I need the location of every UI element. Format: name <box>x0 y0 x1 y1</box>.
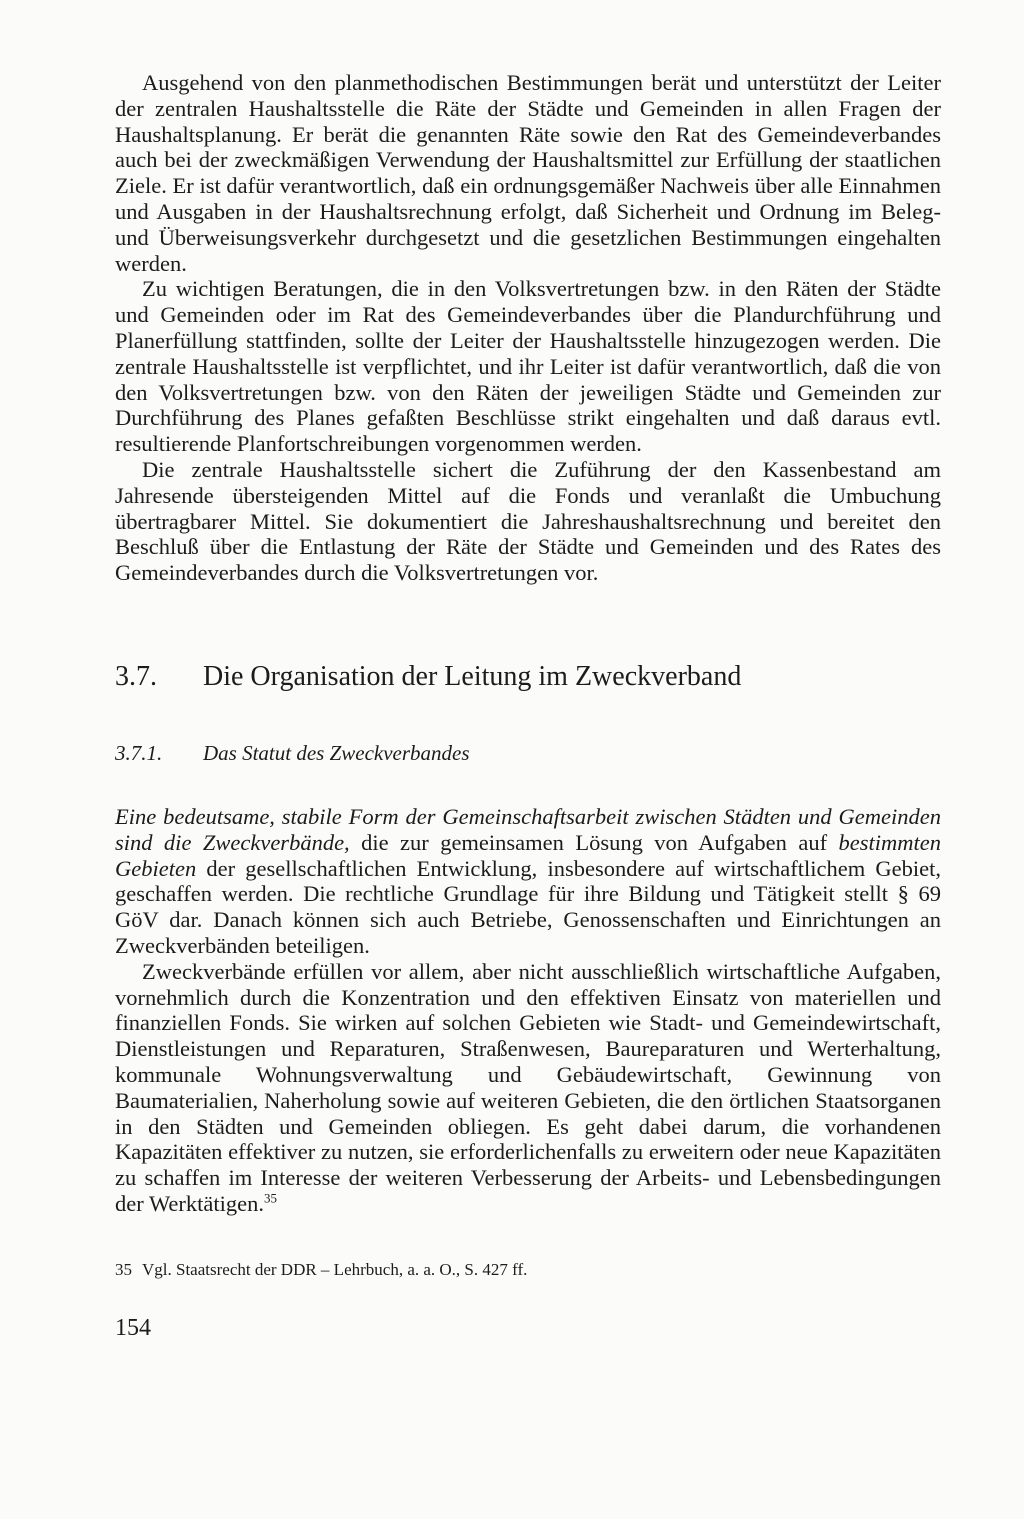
body-text: der gesellschaftlichen Entwicklung, insbesondere auf wirtschaftlichem Gebiet, geschaffen werden. Die rechtliche Grundlage für ihre Bildung und Tätigkeit stellt § 69 GöV dar. Danach können sich auch Betriebe, Genossenschaften und Einrichtungen an Zweckverbänden beteiligen. <box>115 855 941 958</box>
footnote-reference[interactable]: 35 <box>263 1190 277 1206</box>
section-number: 3.7. <box>115 660 157 692</box>
paragraph-zweckverband-2 <box>115 959 941 1217</box>
paragraph-haushalt-3: Die zentrale Haushaltsstelle sichert die Zuführung der den Kassenbestand am Jahresende übersteigenden Mittel auf die Fonds und veranlaßt die Umbuchung übertragbarer Mittel. Sie dokumentiert die Jahreshaushaltsrechnung und bereitet den Beschluß über die Entlastung der Räte der Städte und Gemeinden und des Rates des Gemeindeverbandes durch die Volksvertretungen vor. <box>115 456 941 586</box>
footnote <box>115 1259 941 1281</box>
paragraph-haushalt-2: Zu wichtigen Beratungen, die in den Volksvertretungen bzw. in den Räten der Städte und Gemeinden oder im Rat des Gemeindeverbandes über die Plandurchführung und Planerfüllung stattfinden, sollte der Leiter der Haushaltsstelle hinzugezogen werden. Die zentrale Haushaltsstelle ist verpflichtet, und ihr Leiter ist dafür verantwortlich, daß die von den Volksvertretungen bzw. von den Räten der jeweiligen Städte und Gemeinden zur Durchführung des Planes gefaßten Beschlüsse strikt eingehalten und daß daraus evtl. resultierende Planfortschreibungen vorgenommen werden. <box>115 276 941 457</box>
subsection-title: Das Statut des Zweckverbandes <box>203 740 470 765</box>
paragraph-zweckverband-1 <box>115 804 941 959</box>
body-text: Zweckverbände erfüllen vor allem, aber nicht ausschließlich wirtschaftliche Aufgaben, vornehmlich durch die Konzentration und den effektiven Einsatz von materiellen und finanziellen Fonds. Sie wirken auf solchen Gebieten wie Stadt- und Gemeindewirtschaft, Dienstleistungen und Reparaturen, Straßenwesen, Baureparaturen und Werterhaltung, kommunale Wohnungsverwaltung und Gebäudewirtschaft, Gewinnung von Baumaterialien, Naherholung sowie auf weiteren Gebieten, die den örtlichen Staatsorganen in den Städten und Gemeinden obliegen. Es geht dabei darum, die vorhandenen Kapazitäten effektiver zu nutzen, sie erforderlichenfalls zu erweitern oder neue Kapazitäten zu schaffen im Interesse der weiteren Verbesserung der Arbeits- und Lebensbedingungen der Werktätigen. <box>115 958 941 1216</box>
section-heading <box>115 661 941 693</box>
section-title: Die Organisation der Leitung im Zweckverband <box>203 660 742 692</box>
subsection-number: 3.7.1. <box>115 740 163 765</box>
emphasis-text: Eine bedeutsame, stabile Form der Gemeinschaftsarbeit zwischen Städten und Gemeinden sind die Zweckverbände, <box>115 803 941 855</box>
footnote-number: 35 <box>115 1259 132 1279</box>
footnote-text: Vgl. Staatsrecht der DDR – Lehrbuch, a. a. O., S. 427 ff. <box>142 1259 528 1279</box>
subsection-heading <box>115 741 941 766</box>
paragraph-haushalt-1: Ausgehend von den planmethodischen Bestimmungen berät und unterstützt der Leiter der zentralen Haushaltsstelle die Räte der Städte und Gemeinden in allen Fragen der Haushaltsplanung. Er berät die genannten Räte sowie den Rat des Gemeindeverbandes auch bei der zweckmäßigen Verwendung der Haushaltsmittel zur Erfüllung der staatlichen Ziele. Er ist dafür verantwortlich, daß ein ordnungsgemäßer Nachweis über alle Einnahmen und Ausgaben in der Haushaltsrechnung erfolgt, daß Sicherheit und Ordnung im Beleg- und Überweisungsverkehr durchgesetzt und die gesetzlichen Bestimmungen eingehalten werden. <box>115 70 941 276</box>
emphasis-text: bestimmten Gebieten <box>115 829 941 881</box>
page-number: 154 <box>115 1314 151 1341</box>
page-body <box>115 70 941 1342</box>
body-text: die zur gemeinsamen Lösung von Aufgaben auf <box>349 829 839 855</box>
